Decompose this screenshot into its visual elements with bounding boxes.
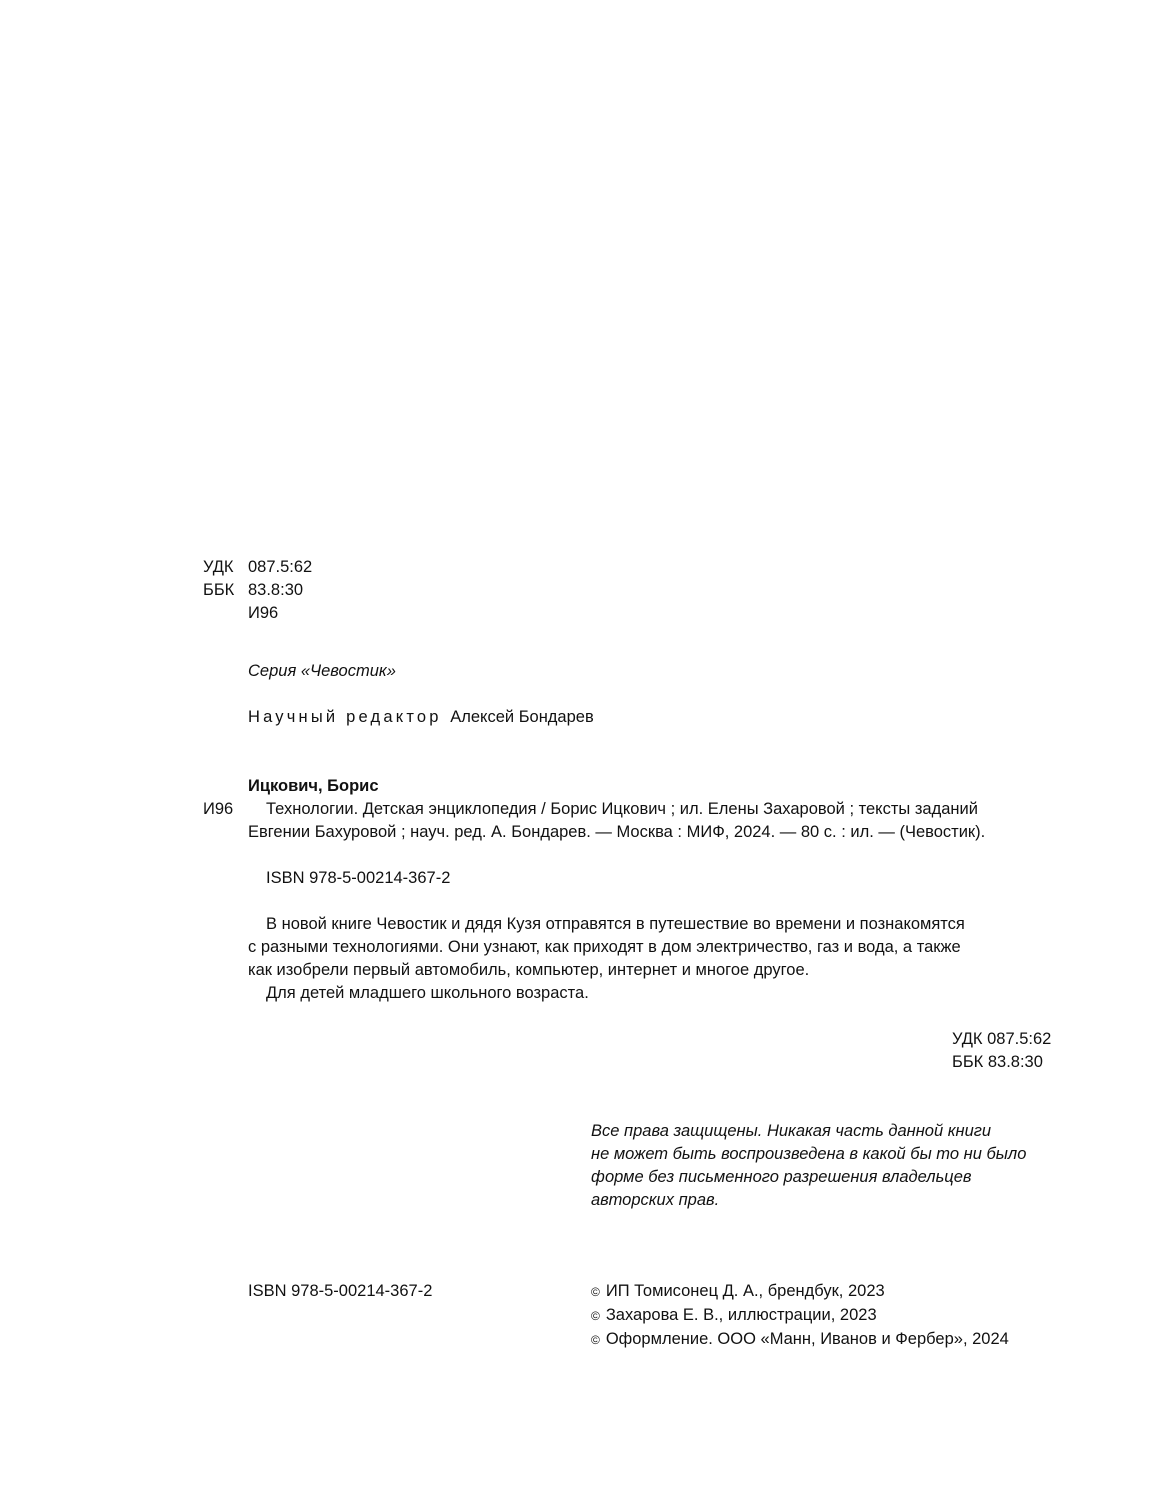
copyright-list xyxy=(591,1280,1009,1352)
rights-line-2: не может быть воспроизведена в какой бы то ни было xyxy=(591,1145,1027,1163)
audience-note: Для детей младшего школьного возраста. xyxy=(266,984,589,1002)
copyright-item xyxy=(591,1280,1009,1304)
copyright-item xyxy=(591,1304,1009,1328)
copyright-text: ИП Томисонец Д. А., брендбук, 2023 xyxy=(605,1282,885,1300)
annotation-line-2: с разными технологиями. Они узнают, как приходят в дом электричество, газ и вода, а также xyxy=(248,938,961,956)
catalog-isbn: ISBN 978-5-00214-367-2 xyxy=(266,869,451,887)
rights-line-1: Все права защищены. Никакая часть данной книги xyxy=(591,1122,992,1140)
udk-value: 087.5:62 xyxy=(248,558,313,576)
udk-right: УДК 087.5:62 xyxy=(952,1030,1052,1048)
copyright-sign-icon: © xyxy=(591,1309,600,1323)
catalog-heading: Ицкович, Борис xyxy=(248,777,379,795)
annotation-line-3: как изобрели первый автомобиль, компьютер, интернет и многое другое. xyxy=(248,961,810,979)
series-title: Серия «Чевостик» xyxy=(248,662,396,680)
copyright-text: Захарова Е. В., иллюстрации, 2023 xyxy=(605,1306,877,1324)
bbk-label: ББК xyxy=(203,581,235,599)
copyright-sign-icon: © xyxy=(591,1333,600,1347)
bbk-right: ББК 83.8:30 xyxy=(952,1053,1043,1071)
copyright-item xyxy=(591,1328,1009,1352)
annotation-line-1: В новой книге Чевостик и дядя Кузя отправятся в путешествие во времени и познакомятся xyxy=(266,915,965,933)
catalog-description-line-2: Евгении Бахуровой ; науч. ред. А. Бондарев. — Москва : МИФ, 2024. — 80 с. : ил. — (Чевостик). xyxy=(248,823,986,841)
catalog-description-line-1: Технологии. Детская энциклопедия / Борис Ицкович ; ил. Елены Захаровой ; тексты заданий xyxy=(266,800,978,818)
rights-line-4: авторских прав. xyxy=(591,1191,720,1209)
bbk-value: 83.8:30 xyxy=(248,581,304,599)
editor-label: Научный редактор xyxy=(248,708,442,726)
catalog-author-sign: И96 xyxy=(203,800,234,818)
isbn-bottom: ISBN 978-5-00214-367-2 xyxy=(248,1282,433,1300)
copyright-text: Оформление. ООО «Манн, Иванов и Фербер», 2024 xyxy=(605,1330,1009,1348)
author-sign: И96 xyxy=(248,604,279,622)
editor-name: Алексей Бондарев xyxy=(450,708,594,726)
editor-line xyxy=(248,706,594,729)
rights-line-3: форме без письменного разрешения владельцев xyxy=(591,1168,972,1186)
copyright-sign-icon: © xyxy=(591,1285,600,1299)
udk-label: УДК xyxy=(203,558,234,576)
